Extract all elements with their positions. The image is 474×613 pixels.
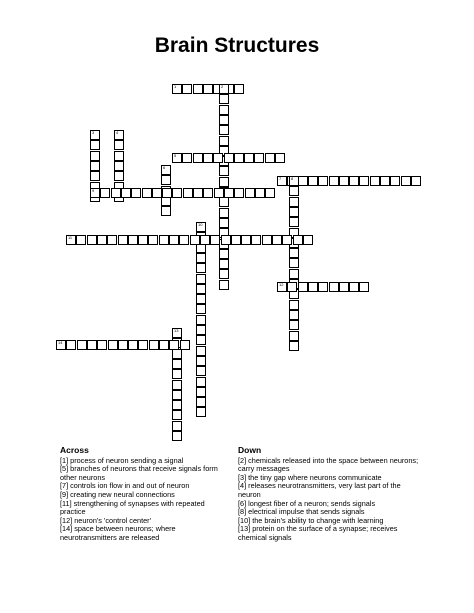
grid-cell[interactable] — [196, 294, 206, 304]
grid-cell[interactable] — [196, 387, 206, 397]
clue-number: 6 — [163, 165, 166, 170]
grid-cell[interactable] — [219, 249, 229, 259]
grid-cell[interactable] — [77, 340, 87, 350]
grid-cell[interactable] — [298, 282, 308, 292]
grid-cell[interactable] — [196, 346, 206, 356]
grid-cell[interactable] — [224, 153, 234, 163]
grid-cell[interactable] — [149, 340, 159, 350]
grid-cell[interactable] — [193, 153, 203, 163]
grid-cell[interactable] — [308, 282, 318, 292]
grid-cell[interactable] — [114, 161, 124, 171]
across-clue-14: [14] space between neurons; where neurotransmitters are released — [60, 524, 176, 542]
across-clue-7: [7] controls ion flow in and out of neuron — [60, 481, 190, 491]
grid-cell[interactable] — [172, 328, 182, 338]
grid-cell[interactable] — [390, 176, 400, 186]
grid-cell[interactable] — [172, 421, 182, 431]
grid-cell[interactable] — [349, 176, 359, 186]
grid-cell[interactable] — [196, 274, 206, 284]
grid-cell[interactable] — [169, 235, 179, 245]
grid-cell[interactable] — [148, 235, 158, 245]
grid-cell[interactable] — [90, 130, 100, 140]
grid-cell[interactable] — [172, 390, 182, 400]
grid-cell[interactable] — [172, 369, 182, 379]
grid-cell[interactable] — [97, 235, 107, 245]
grid-cell[interactable] — [219, 208, 229, 218]
grid-cell[interactable] — [196, 397, 206, 407]
grid-cell[interactable] — [128, 235, 138, 245]
grid-cell[interactable] — [161, 175, 171, 185]
grid-cell[interactable] — [196, 356, 206, 366]
grid-cell[interactable] — [241, 235, 251, 245]
across-clue-12: [12] neuron's 'control center' — [60, 515, 151, 525]
grid-cell[interactable] — [152, 188, 162, 198]
grid-cell[interactable] — [234, 153, 244, 163]
clue-number: 1 — [174, 84, 177, 89]
grid-cell[interactable] — [214, 188, 224, 198]
across-clue-1: [1] process of neuron sending a signal — [60, 455, 184, 465]
grid-cell[interactable] — [118, 235, 128, 245]
grid-cell[interactable] — [219, 136, 229, 146]
grid-cell[interactable] — [138, 235, 148, 245]
grid-cell[interactable] — [275, 153, 285, 163]
grid-cell[interactable] — [329, 176, 339, 186]
grid-cell[interactable] — [90, 171, 100, 181]
clue-number: 3 — [92, 130, 95, 135]
grid-cell[interactable] — [282, 235, 292, 245]
clue-number: 4 — [116, 130, 119, 135]
grid-cell[interactable] — [219, 177, 229, 187]
grid-cell[interactable] — [219, 218, 229, 228]
grid-cell[interactable] — [254, 153, 264, 163]
grid-cell[interactable] — [162, 188, 172, 198]
grid-cell[interactable] — [172, 349, 182, 359]
grid-cell[interactable] — [159, 340, 169, 350]
grid-cell[interactable] — [114, 171, 124, 181]
down-clue-10: [10] the brain's ability to change with learning — [238, 515, 384, 525]
grid-cell[interactable] — [244, 153, 254, 163]
grid-cell[interactable] — [196, 325, 206, 335]
grid-cell[interactable] — [224, 188, 234, 198]
down-heading: Down — [238, 445, 262, 455]
grid-cell[interactable] — [221, 235, 231, 245]
grid-cell[interactable] — [161, 165, 171, 175]
grid-cell[interactable] — [339, 176, 349, 186]
grid-cell[interactable] — [234, 84, 244, 94]
grid-cell[interactable] — [90, 151, 100, 161]
grid-cell[interactable] — [289, 258, 299, 268]
grid-cell[interactable] — [401, 176, 411, 186]
clue-number: 12 — [279, 282, 284, 287]
grid-cell[interactable] — [111, 188, 121, 198]
grid-cell[interactable] — [172, 380, 182, 390]
clue-number: 14 — [58, 340, 63, 345]
clue-number: 2 — [221, 84, 224, 89]
grid-cell[interactable] — [172, 431, 182, 441]
down-clue-13: [13] protein on the surface of a synapse; receives chemical signals — [238, 524, 398, 542]
grid-cell[interactable] — [142, 188, 152, 198]
grid-cell[interactable] — [265, 153, 275, 163]
grid-cell[interactable] — [219, 115, 229, 125]
grid-cell[interactable] — [277, 176, 287, 186]
grid-cell[interactable] — [219, 197, 229, 207]
grid-cell[interactable] — [277, 282, 287, 292]
grid-cell[interactable] — [172, 410, 182, 420]
grid-cell[interactable] — [245, 188, 255, 198]
grid-cell[interactable] — [196, 377, 206, 387]
grid-cell[interactable] — [200, 235, 210, 245]
grid-cell[interactable] — [183, 188, 193, 198]
grid-cell[interactable] — [108, 340, 118, 350]
grid-cell[interactable] — [180, 340, 190, 350]
clue-number: 8 — [291, 176, 294, 181]
grid-cell[interactable] — [169, 340, 179, 350]
grid-cell[interactable] — [196, 366, 206, 376]
grid-cell[interactable] — [298, 176, 308, 186]
grid-cell[interactable] — [172, 359, 182, 369]
grid-cell[interactable] — [289, 300, 299, 310]
grid-cell[interactable] — [251, 235, 261, 245]
grid-cell[interactable] — [219, 280, 229, 290]
grid-cell[interactable] — [272, 235, 282, 245]
grid-cell[interactable] — [90, 188, 100, 198]
grid-cell[interactable] — [56, 340, 66, 350]
grid-cell[interactable] — [289, 320, 299, 330]
grid-cell[interactable] — [114, 130, 124, 140]
grid-cell[interactable] — [219, 84, 229, 94]
grid-cell[interactable] — [196, 304, 206, 314]
grid-cell[interactable] — [289, 269, 299, 279]
grid-cell[interactable] — [289, 217, 299, 227]
grid-cell[interactable] — [262, 235, 272, 245]
puzzle-title: Brain Structures — [154, 34, 320, 57]
grid-cell[interactable] — [121, 188, 131, 198]
grid-cell[interactable] — [318, 282, 328, 292]
grid-cell[interactable] — [210, 235, 220, 245]
grid-cell[interactable] — [196, 335, 206, 345]
grid-cell[interactable] — [265, 188, 275, 198]
grid-cell[interactable] — [118, 340, 128, 350]
grid-cell[interactable] — [359, 282, 369, 292]
across-clues — [60, 446, 230, 543]
clue-number: 11 — [68, 235, 73, 240]
across-clue-11: [11] strengthening of synapses with repeated practice — [60, 498, 205, 517]
grid-cell[interactable] — [159, 235, 169, 245]
across-clue-5: [5] branches of neurons that receive signals form other neurons — [60, 464, 218, 482]
grid-cell[interactable] — [131, 188, 141, 198]
grid-cell[interactable] — [87, 235, 97, 245]
grid-cell[interactable] — [114, 140, 124, 150]
grid-cell[interactable] — [289, 310, 299, 320]
grid-cell[interactable] — [289, 248, 299, 258]
grid-cell[interactable] — [213, 153, 223, 163]
grid-cell[interactable] — [196, 222, 206, 232]
clue-number: 9 — [92, 188, 95, 193]
grid-cell[interactable] — [308, 176, 318, 186]
grid-cell[interactable] — [196, 263, 206, 273]
grid-cell[interactable] — [172, 84, 182, 94]
grid-cell[interactable] — [138, 340, 148, 350]
grid-cell[interactable] — [107, 235, 117, 245]
grid-cell[interactable] — [172, 400, 182, 410]
grid-cell[interactable] — [196, 315, 206, 325]
grid-cell[interactable] — [289, 176, 299, 186]
across-heading: Across — [60, 445, 89, 455]
down-clue-6: [6] longest fiber of a neuron; sends signals — [238, 498, 376, 508]
grid-cell[interactable] — [219, 259, 229, 269]
grid-cell[interactable] — [339, 282, 349, 292]
grid-cell[interactable] — [329, 282, 339, 292]
down-clue-3: [3] the tiny gap where neurons communicate — [238, 472, 382, 482]
grid-cell[interactable] — [359, 176, 369, 186]
down-clue-8: [8] electrical impulse that sends signals — [238, 507, 365, 517]
grid-cell[interactable] — [196, 407, 206, 417]
grid-cell[interactable] — [289, 331, 299, 341]
grid-cell[interactable] — [87, 340, 97, 350]
grid-cell[interactable] — [193, 188, 203, 198]
across-clue-9: [9] creating new neural connections — [60, 489, 175, 499]
clue-number: 13 — [174, 328, 179, 333]
grid-cell[interactable] — [172, 153, 182, 163]
grid-cell[interactable] — [318, 176, 328, 186]
grid-cell[interactable] — [380, 176, 390, 186]
grid-cell[interactable] — [193, 84, 203, 94]
grid-cell[interactable] — [293, 235, 303, 245]
grid-cell[interactable] — [196, 284, 206, 294]
grid-cell[interactable] — [219, 269, 229, 279]
grid-cell[interactable] — [182, 84, 192, 94]
clue-number: 7 — [279, 176, 282, 181]
grid-cell[interactable] — [203, 188, 213, 198]
clue-number: 10 — [198, 222, 203, 227]
down-clue-4: [4] releases neurotransmitters, very last part of the neuron — [238, 481, 401, 499]
grid-cell[interactable] — [128, 340, 138, 350]
grid-cell[interactable] — [190, 235, 200, 245]
grid-cell[interactable] — [231, 235, 241, 245]
grid-cell[interactable] — [289, 186, 299, 196]
grid-cell[interactable] — [219, 125, 229, 135]
grid-cell[interactable] — [182, 153, 192, 163]
grid-cell[interactable] — [66, 235, 76, 245]
grid-cell[interactable] — [172, 188, 182, 198]
grid-cell[interactable] — [234, 188, 244, 198]
grid-cell[interactable] — [196, 253, 206, 263]
grid-cell[interactable] — [255, 188, 265, 198]
grid-cell[interactable] — [349, 282, 359, 292]
grid-cell[interactable] — [100, 188, 110, 198]
grid-cell[interactable] — [289, 197, 299, 207]
grid-cell[interactable] — [411, 176, 421, 186]
grid-cell[interactable] — [289, 207, 299, 217]
grid-cell[interactable] — [179, 235, 189, 245]
grid-cell[interactable] — [219, 166, 229, 176]
grid-cell[interactable] — [287, 282, 297, 292]
down-clue-2: [2] chemicals released into the space between neurons; carry messages — [238, 455, 419, 474]
grid-cell[interactable] — [161, 206, 171, 216]
grid-cell[interactable] — [219, 105, 229, 115]
grid-cell[interactable] — [90, 140, 100, 150]
grid-cell[interactable] — [66, 340, 76, 350]
grid-cell[interactable] — [97, 340, 107, 350]
grid-cell[interactable] — [289, 341, 299, 351]
grid-cell[interactable] — [370, 176, 380, 186]
grid-cell[interactable] — [219, 94, 229, 104]
grid-cell[interactable] — [203, 84, 213, 94]
grid-cell[interactable] — [303, 235, 313, 245]
clue-number: 5 — [174, 153, 177, 158]
grid-cell[interactable] — [76, 235, 86, 245]
grid-cell[interactable] — [203, 153, 213, 163]
grid-cell[interactable] — [114, 151, 124, 161]
down-clues — [238, 446, 420, 543]
grid-cell[interactable] — [90, 161, 100, 171]
